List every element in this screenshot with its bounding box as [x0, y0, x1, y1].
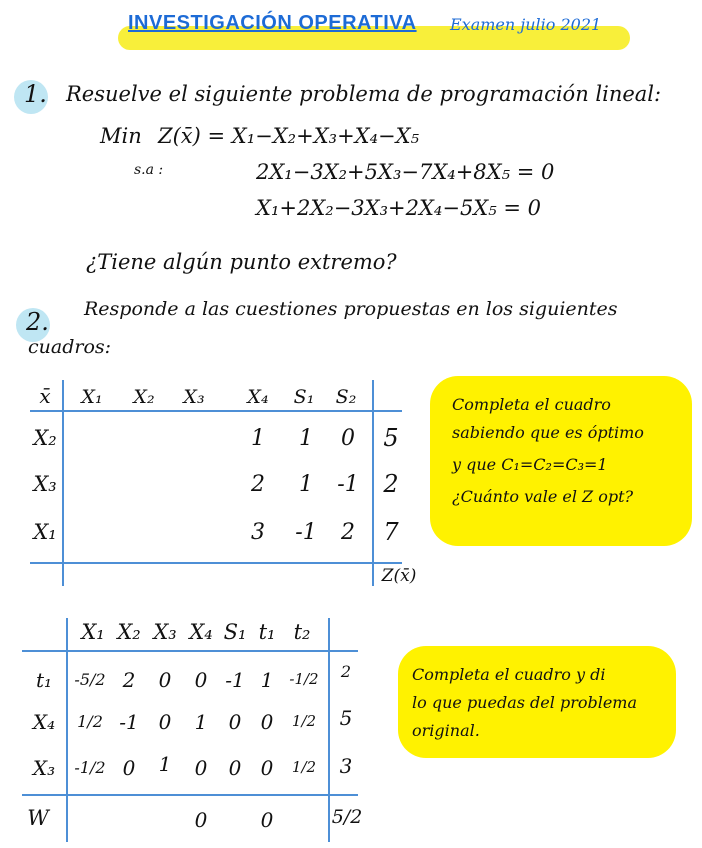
- table2-row2-t2: 1/2: [291, 712, 317, 730]
- table1-row3-x4: 3: [251, 520, 265, 545]
- table2-row1-x1: -5/2: [74, 670, 106, 689]
- table2-row1-t2: -1/2: [289, 670, 319, 688]
- table2-row1-t1: 1: [260, 668, 274, 692]
- table1-header-rule: [30, 410, 402, 412]
- table2-row1-x2: 2: [122, 668, 136, 692]
- table2-row2-rhs: 5: [339, 706, 353, 730]
- table2-row2-x4: 1: [194, 710, 208, 734]
- note2-line1: Completa el cuadro y di: [412, 665, 606, 684]
- note1-line2: sabiendo que es óptimo: [452, 423, 644, 442]
- table2-row2-x1: 1/2: [77, 712, 103, 731]
- problem1-statement: Resuelve el siguiente problema de programación lineal:: [66, 82, 662, 106]
- table1-row2-x4: 2: [251, 472, 265, 497]
- problem2-number: 2.: [26, 308, 49, 336]
- table1-row2-s1: 1: [299, 472, 313, 497]
- table2-header-x3: X₃: [153, 620, 177, 644]
- table1-row3-s1: -1: [295, 520, 317, 545]
- table2-row2-x3: 0: [158, 710, 172, 734]
- table1-row3-s2: 2: [341, 520, 355, 545]
- note1-line4: ¿Cuánto vale el Z opt?: [452, 487, 634, 506]
- table2-row3-rhs: 3: [339, 754, 353, 778]
- objective-function: Z(x̄) = X₁−X₂+X₃+X₄−X₅: [158, 124, 419, 148]
- table2-header-t1: t₁: [258, 620, 276, 644]
- table1-row2-basis: X₃: [33, 472, 57, 496]
- table1-row1-rhs: 5: [383, 424, 399, 452]
- subject-to-label: s.a :: [134, 162, 164, 178]
- problem1-question: ¿Tiene algún punto extremo?: [86, 250, 397, 274]
- table2-header-t2: t₂: [293, 620, 311, 644]
- table2-row2-s1: 0: [228, 710, 242, 734]
- table1-basis-divider: [62, 380, 64, 586]
- table1-row1-x4: 1: [251, 426, 265, 451]
- problem1-number: 1.: [24, 80, 47, 108]
- constraint-1: 2X₁−3X₂+5X₃−7X₄+8X₅ = 0: [256, 160, 555, 184]
- table2-w-x4: 0: [194, 808, 208, 832]
- table2-row1-s1: -1: [225, 668, 245, 692]
- table2-row1-x3: 0: [158, 668, 172, 692]
- table1-row2-rhs: 2: [383, 470, 399, 498]
- table2-header-rule: [22, 650, 358, 652]
- table1-header-basis: x̄: [39, 384, 51, 408]
- table2-header-x4: X₄: [189, 620, 213, 644]
- table1-row3-rhs: 7: [383, 518, 399, 546]
- table2-w-rhs: 5/2: [331, 806, 363, 828]
- objective-min-label: Min: [100, 124, 142, 148]
- note2-line3: original.: [412, 721, 480, 740]
- table2-row1-rhs: 2: [340, 662, 352, 681]
- constraint-2: X₁+2X₂−3X₃+2X₄−5X₅ = 0: [256, 196, 541, 220]
- table2-row3-t1: 0: [260, 756, 274, 780]
- table1-header-x2: X₂: [133, 386, 155, 408]
- title-banner: [118, 10, 630, 54]
- note1-line1: Completa el cuadro: [452, 395, 611, 414]
- table2-row3-x3: 1: [158, 752, 172, 776]
- table1-header-s2: S₂: [335, 386, 357, 408]
- exam-date: Examen julio 2021: [450, 15, 602, 34]
- table2-row3-t2: 1/2: [291, 758, 317, 776]
- table2-row3-s1: 0: [228, 756, 242, 780]
- table1-header-x3: X₃: [183, 386, 205, 408]
- note2-line2: lo que puedas del problema: [412, 693, 638, 712]
- table1-row1-basis: X₂: [33, 426, 57, 450]
- table1-row1-s2: 0: [341, 426, 355, 451]
- page-title: INVESTIGACIÓN OPERATIVA: [128, 12, 417, 34]
- table2-row1-x4: 0: [194, 668, 208, 692]
- table2-row1-basis: t₁: [35, 668, 53, 692]
- table2-header-s1: S₁: [223, 620, 247, 644]
- table2-row3-x2: 0: [122, 756, 136, 780]
- table1-z-rule: [30, 562, 402, 564]
- table1-row2-s2: -1: [337, 472, 359, 497]
- table1-row3-basis: X₁: [33, 520, 57, 544]
- table2-row2-x2: -1: [119, 710, 139, 734]
- table1-header-s1: S₁: [293, 386, 315, 408]
- table2-w-rule: [22, 794, 358, 796]
- table2-w-s1: 0: [260, 808, 274, 832]
- table2-row3-x4: 0: [194, 756, 208, 780]
- table2-basis-divider: [66, 618, 68, 842]
- table2-row2-t1: 0: [260, 710, 274, 734]
- table1-rhs-divider: [372, 380, 374, 586]
- table1-header-x1: X₁: [81, 386, 103, 408]
- problem2-statement-line1: Responde a las cuestiones propuestas en los siguientes: [84, 298, 618, 320]
- problem2-statement-line2: cuadros:: [28, 336, 112, 358]
- table2-row3-x1: -1/2: [74, 758, 106, 777]
- table1-row1-s1: 1: [299, 426, 313, 451]
- table2-header-x2: X₂: [117, 620, 141, 644]
- table2-header-x1: X₁: [81, 620, 105, 644]
- table1-z-label: Z(x̄): [381, 566, 417, 586]
- table2-row3-basis: X₃: [32, 756, 56, 780]
- note1-line3: y que C₁=C₂=C₃=1: [452, 455, 608, 474]
- table2-w-label: W: [27, 806, 49, 830]
- table1-header-x4: X₄: [247, 386, 269, 408]
- table2-row2-basis: X₄: [32, 710, 56, 734]
